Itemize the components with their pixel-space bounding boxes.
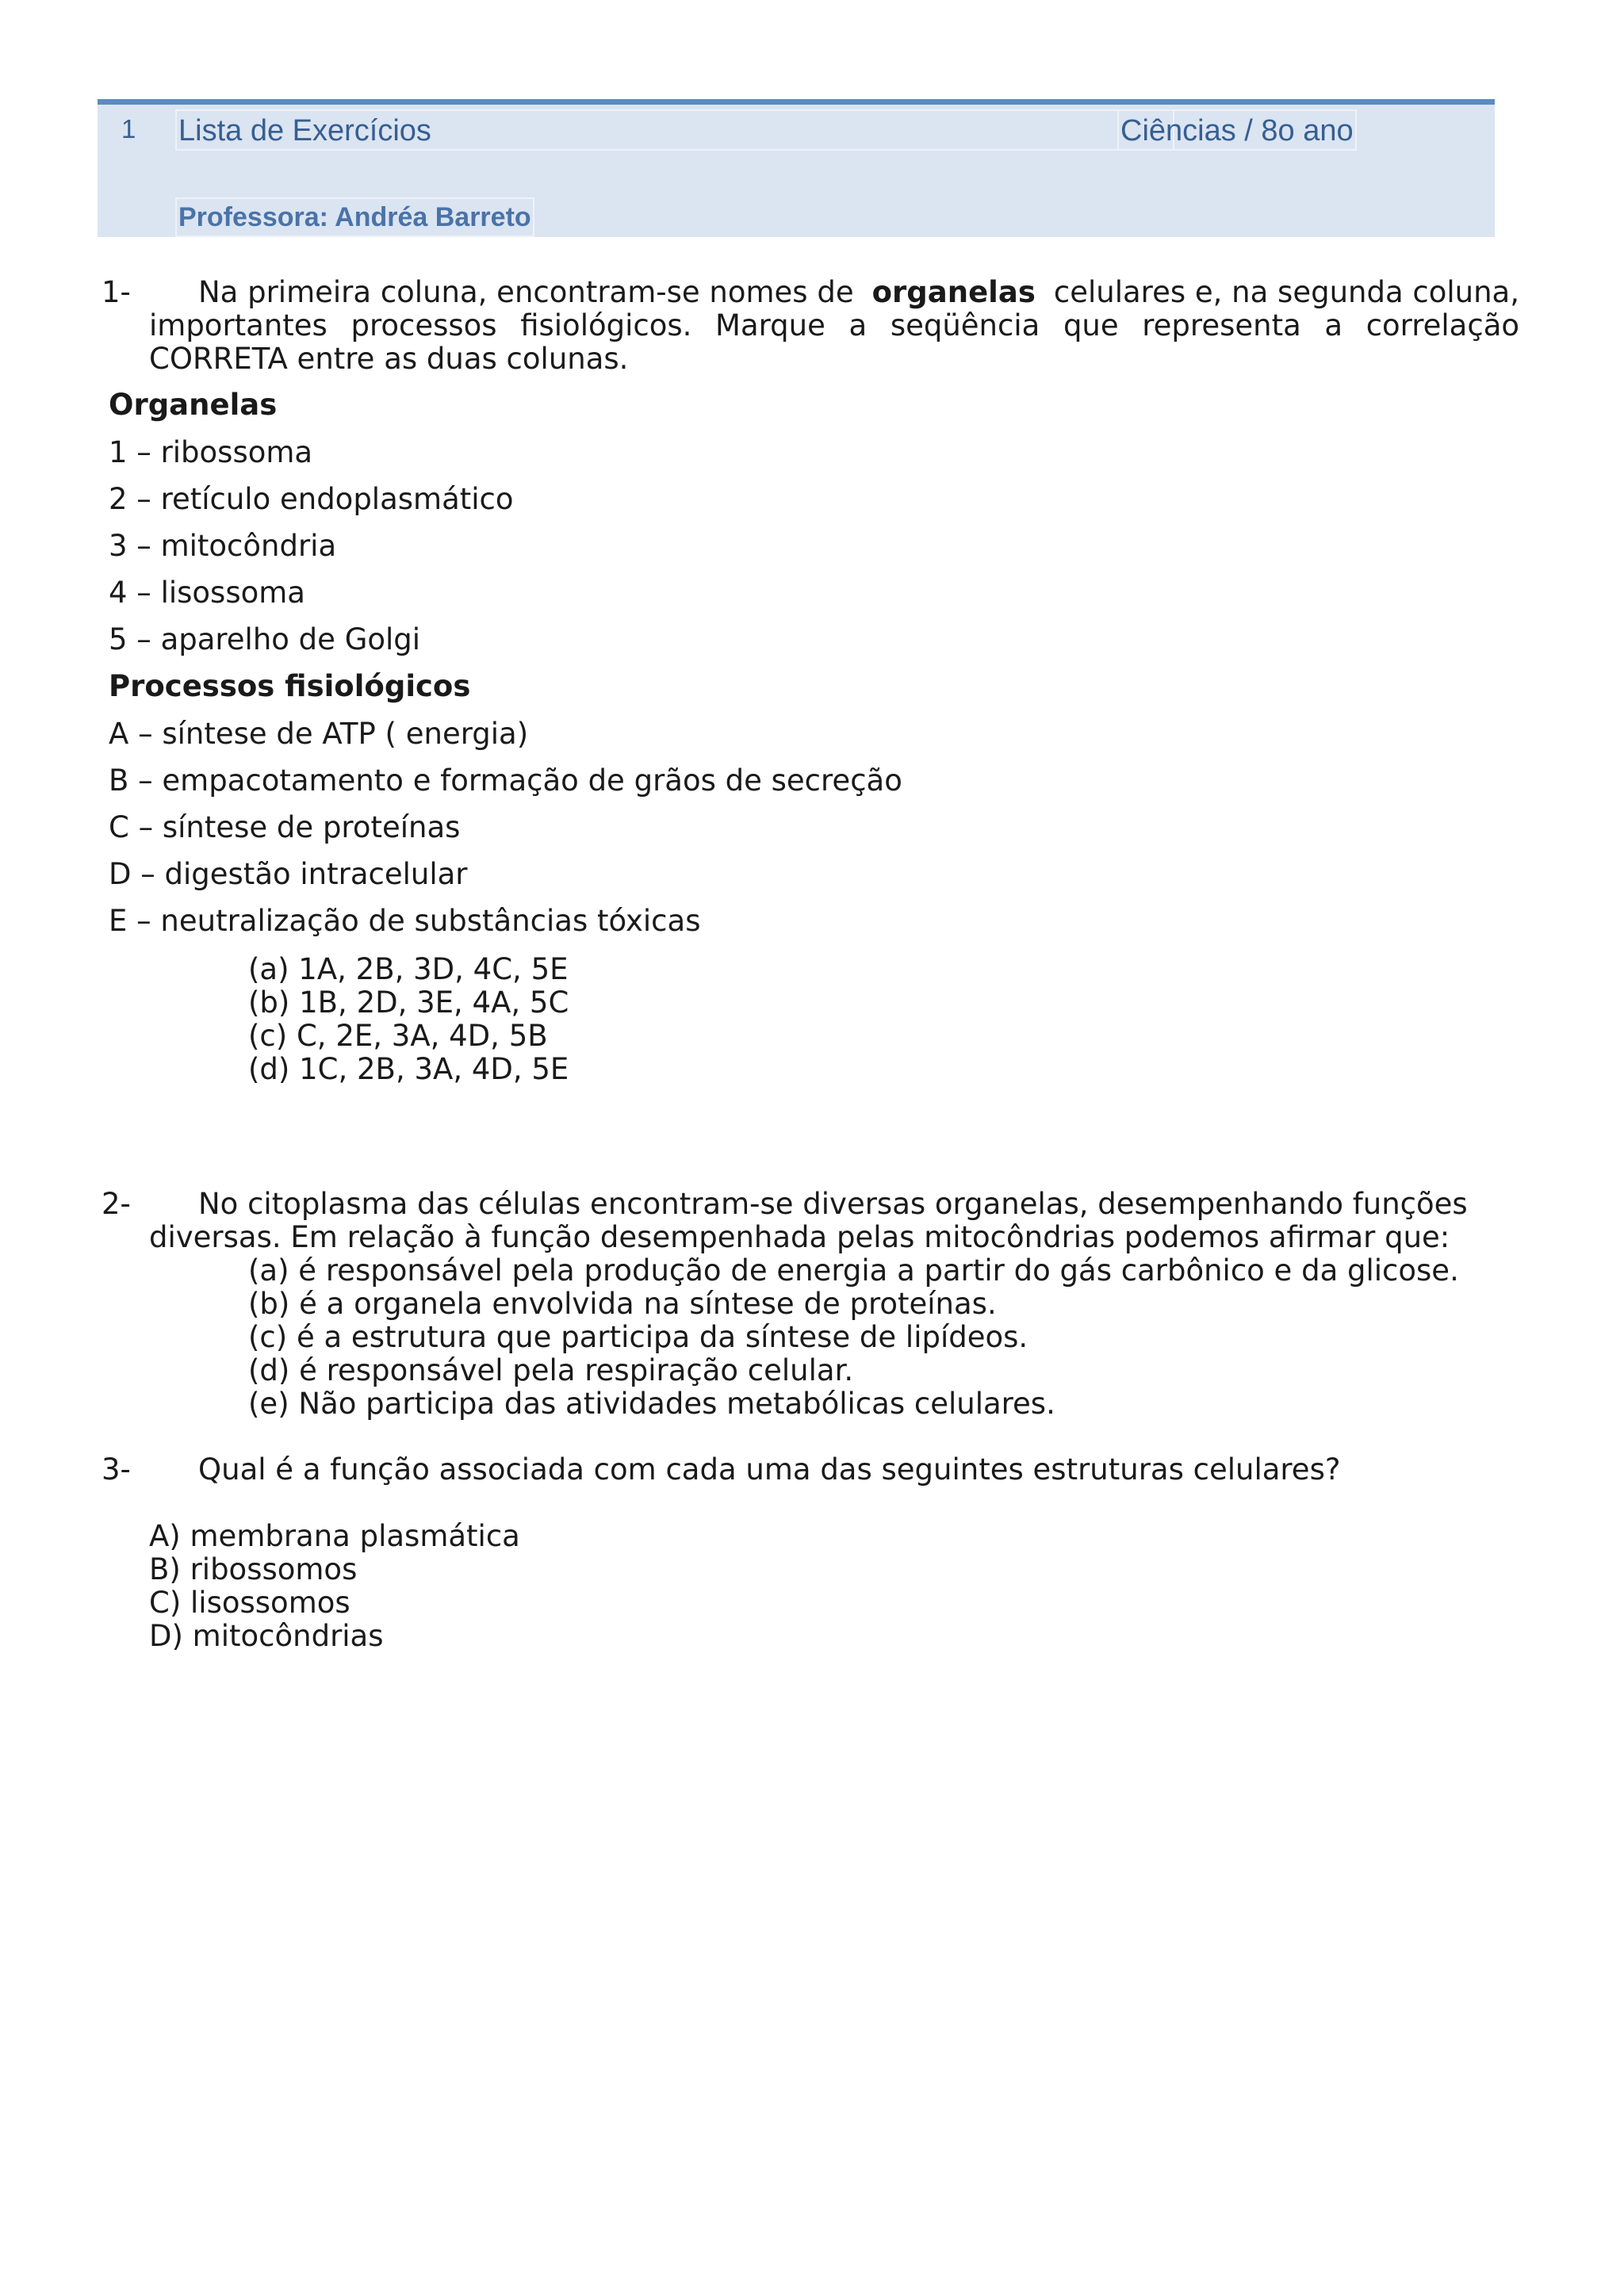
question-text-part: celulares e, na segunda coluna, [1053, 275, 1519, 309]
question-keyword: organelas [871, 275, 1036, 309]
question-text-line: importantes processos fisiológicos. Marque a seqüência que representa a correlação [149, 308, 1519, 342]
document-title: Lista de Exercícios [175, 109, 1174, 151]
answer-option: (b) é a organela envolvida na síntese de proteínas. [248, 1287, 997, 1321]
answer-option: (c) C, 2E, 3A, 4D, 5B [248, 1019, 548, 1053]
question-text-part: Na primeira coluna, encontram-se nomes de [198, 275, 854, 309]
question-text-line: No citoplasma das células encontram-se diversas organelas, desempenhando funções [198, 1187, 1468, 1221]
answer-option: (d) é responsável pela respiração celular. [248, 1353, 854, 1387]
list-item: A) membrana plasmática [149, 1519, 520, 1553]
answer-option: (a) é responsável pela produção de energia a partir do gás carbônico e da glicose. [248, 1253, 1459, 1288]
list-item: 2 – retículo endoplasmático [109, 482, 514, 516]
answer-option: (c) é a estrutura que participa da síntese de lipídeos. [248, 1320, 1028, 1354]
question-text-line: CORRETA entre as duas colunas. [149, 342, 629, 376]
teacher-label: Professora: Andréa Barreto [175, 197, 534, 237]
answer-option: (b) 1B, 2D, 3E, 4A, 5C [248, 985, 569, 1020]
page-number: 1 [121, 114, 136, 144]
document-header [98, 99, 1495, 237]
answer-option: (d) 1C, 2B, 3A, 4D, 5E [248, 1052, 569, 1086]
answer-option: (a) 1A, 2B, 3D, 4C, 5E [248, 952, 569, 986]
list-item: D – digestão intracelular [109, 857, 468, 891]
list-item: 4 – lisossoma [109, 576, 305, 610]
list-item: 3 – mitocôndria [109, 529, 337, 563]
answer-option: (e) Não participa das atividades metabólicas celulares. [248, 1387, 1055, 1421]
organelles-heading: Organelas [109, 388, 278, 422]
question-number: 2- [102, 1187, 131, 1221]
list-item: 5 – aparelho de Golgi [109, 622, 421, 656]
list-item: C – síntese de proteínas [109, 810, 461, 844]
list-item: 1 – ribossoma [109, 435, 313, 469]
list-item: E – neutralização de substâncias tóxicas [109, 904, 701, 938]
question-number: 3- [102, 1452, 131, 1487]
question-text-line: Qual é a função associada com cada uma das seguintes estruturas celulares? [198, 1452, 1341, 1487]
subject-label: Ciências / 8o ano [1117, 109, 1357, 151]
list-item: D) mitocôndrias [149, 1619, 384, 1653]
list-item: B) ribossomos [149, 1552, 358, 1586]
list-item: A – síntese de ATP ( energia) [109, 717, 529, 751]
question-text-line [198, 276, 1519, 309]
question-number: 1- [102, 275, 131, 309]
list-item: C) lisossomos [149, 1586, 350, 1620]
question-text-line: diversas. Em relação à função desempenhada pelas mitocôndrias podemos afirmar que: [149, 1220, 1450, 1254]
list-item: B – empacotamento e formação de grãos de secreção [109, 763, 902, 798]
processes-heading: Processos fisiológicos [109, 669, 471, 703]
